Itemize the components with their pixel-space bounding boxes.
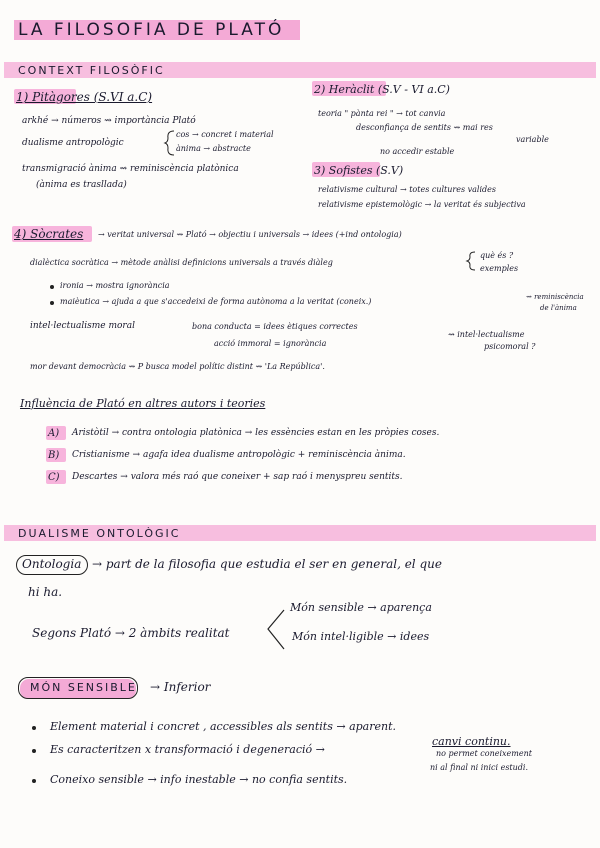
mon-sensible-inferior: → Inferior — [150, 680, 211, 694]
mon-sensible-bullet-3: Coneixo sensible → info inestable → no confia sentits. — [50, 773, 348, 786]
sofistes-line2: relativisme epistemològic → la veritat és subjectiva — [318, 200, 526, 209]
heraclit-line3: no accedir estable — [380, 147, 455, 156]
socrates-intel-bottom: acció immoral = ignorància — [214, 339, 327, 348]
socrates-mor: mor devant democràcia ⇝ P busca model polític distint ⇝ 'La República'. — [30, 362, 325, 371]
section-heading-dualisme: DUALISME ONTOLÒGIC — [18, 527, 181, 540]
mon-sensible-label: MÓN SENSIBLE — [30, 681, 137, 694]
socrates-intel: intel·lectualisme moral — [30, 321, 135, 331]
socrates-intel-r2: psicomoral ? — [484, 342, 536, 351]
ontologia-definition-2: hi ha. — [28, 585, 63, 599]
heraclit-heading: 2) Heràclit (S.V - VI a.C) — [314, 83, 450, 96]
socrates-heading-rest: → veritat universal ⇝ Plató → objectiu i universals → idees (+ind ontologia) — [98, 230, 402, 239]
pitagores-anima: ànima → abstracte — [176, 144, 251, 153]
influencia-c-label: C) — [48, 472, 60, 483]
page-title: LA FILOSOFIA DE PLATÓ — [18, 20, 285, 40]
ontologia-definition: → part de la filosofia que estudia el ser en general, el que — [92, 557, 442, 571]
mon-sensible-bullet-2-result: canvi continu. — [432, 735, 511, 748]
mon-sensible-branch: Món sensible → aparença — [290, 601, 432, 614]
socrates-dialectica: dialèctica socràtica → mètode anàlisi definicions universals a través diàleg — [30, 258, 333, 267]
influencia-heading: Influència de Plató en altres autors i teories — [20, 397, 266, 410]
socrates-maieutica-r1: ⇝ reminiscència — [526, 293, 584, 301]
ontologia-label: Ontologia — [22, 557, 82, 571]
mon-sensible-bullet-2-note-1: no permet coneixement — [436, 749, 532, 758]
brace-icon — [164, 130, 176, 156]
mon-sensible-bullet-1: Element material i concret , accessibles als sentits → aparent. — [50, 720, 396, 733]
mon-sensible-bullet-2: Es caracteritzen x transformació i degeneració → — [50, 743, 325, 756]
mon-sensible-bullet-2-note-2: ni al final ni inici estudi. — [430, 763, 529, 772]
sofistes-heading: 3) Sofistes (S.V) — [314, 164, 404, 177]
socrates-intel-top: bona conducta = idees ètiques correctes — [192, 322, 358, 331]
mon-intelligible-branch: Món intel·ligible → idees — [292, 630, 430, 643]
pitagores-transmigracio-2: (ànima es trasllada) — [36, 180, 127, 190]
influencia-a: Aristòtil → contra ontologia platònica → les essències estan en les pròpies coses. — [72, 428, 440, 438]
pitagores-cos: cos → concret i material — [176, 130, 274, 139]
pitagores-transmigracio: transmigració ànima ⇝ reminiscència platònica — [22, 164, 239, 174]
influencia-c: Descartes → valora més raó que coneixer + sap raó i menyspreu sentits. — [72, 472, 403, 482]
bullet-dot — [50, 285, 54, 289]
socrates-ironia: ironia → mostra ignorància — [60, 281, 170, 290]
influencia-b-label: B) — [48, 450, 60, 461]
bullet-dot — [32, 749, 36, 753]
socrates-dialectica-q1: què és ? — [480, 251, 514, 260]
influencia-b: Cristianisme → agafa idea dualisme antropològic + reminiscència ànima. — [72, 450, 406, 460]
pitagores-arkhe: arkhé → números ⇝ importància Plató — [22, 116, 196, 126]
socrates-dialectica-q2: exemples — [480, 264, 519, 273]
socrates-maieutica-r2: de l'ànima — [540, 304, 577, 312]
bullet-dot — [50, 301, 54, 305]
pitagores-heading: 1) Pitàgores (S.VI a.C) — [16, 90, 153, 104]
brace-icon — [466, 251, 476, 271]
socrates-maieutica: maièutica → ajuda a que s'accedeixi de forma autònoma a la veritat (coneix.) — [60, 297, 372, 306]
heraclit-line2b: variable — [516, 135, 549, 144]
bullet-dot — [32, 779, 36, 783]
sofistes-line1: relativisme cultural → totes cultures valides — [318, 185, 496, 194]
section-heading-context: CONTEXT FILOSÒFIC — [18, 64, 165, 77]
pitagores-dualisme: dualisme antropològic — [22, 138, 124, 148]
brace-icon — [264, 608, 286, 652]
segons-plato: Segons Plató → 2 àmbits realitat — [32, 626, 230, 640]
heraclit-line1: teoria " pànta rei " → tot canvia — [318, 109, 446, 118]
socrates-intel-r1: ⇝ intel·lectualisme — [448, 330, 525, 339]
influencia-a-label: A) — [48, 428, 60, 439]
socrates-heading: 4) Sòcrates — [14, 227, 84, 241]
heraclit-line2: desconfiança de sentits ⇝ mai res — [356, 123, 493, 132]
bullet-dot — [32, 726, 36, 730]
